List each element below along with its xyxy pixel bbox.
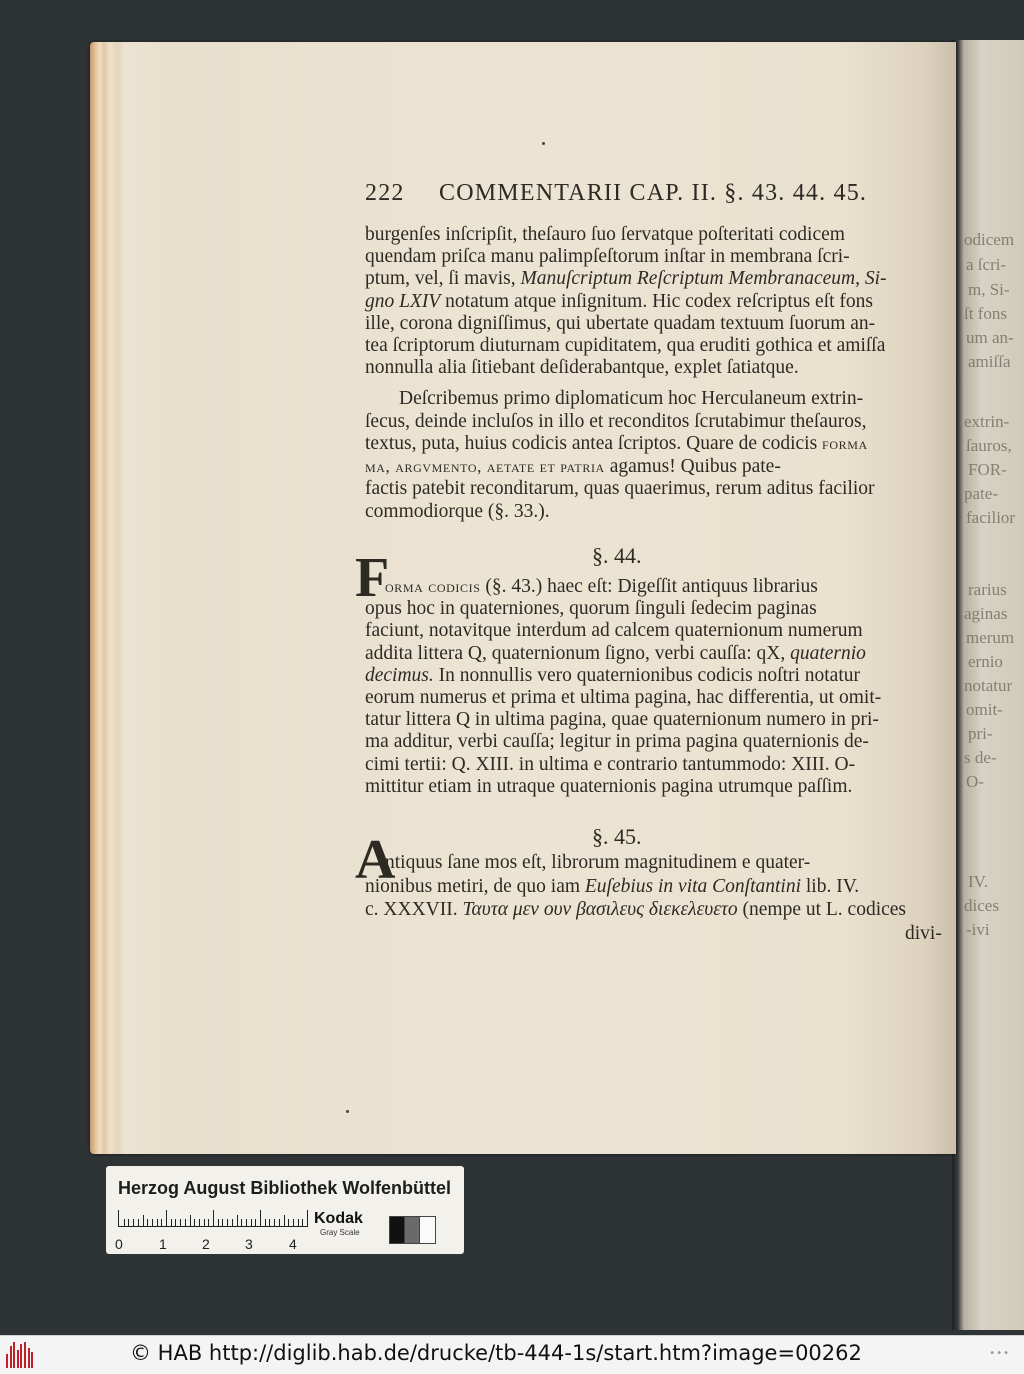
- text-line: mittitur etiam in utraque quaternionis pagina utrumque paſſim.: [365, 775, 853, 797]
- text-line: [365, 433, 868, 455]
- kodak-logo: Kodak: [314, 1210, 363, 1227]
- text-line: cimi tertii: Q. XIII. in ultima e contrario tantummodo: XIII. O-: [365, 753, 856, 775]
- facing-page-text: ſauros,: [966, 436, 1012, 455]
- text-line: eorum numerus et prima et ultima pagina, hac differentia, ut omit-: [365, 687, 882, 708]
- ruler-tick: [190, 1215, 191, 1226]
- ruler-tick: [171, 1219, 172, 1226]
- text-line: quendam priſca manu palimpſeſtorum inſtar in membrana ſcri-: [365, 246, 850, 268]
- ruler-tick: [133, 1219, 134, 1226]
- text-run: addita littera Q, quaternionum ſigno, verbi cauſſa: qX,: [365, 642, 791, 664]
- text-line: [385, 576, 818, 598]
- ruler-tick: [222, 1219, 223, 1226]
- text-line: tea ſcriptorum diuturnam cupiditatem, qua eruditi gothica et amiſſa: [365, 335, 886, 356]
- facing-page-text: m, Si-: [968, 280, 1010, 299]
- facing-page-text: dices: [964, 896, 999, 915]
- text-line: [365, 899, 906, 921]
- ruler-tick: [218, 1219, 219, 1226]
- ruler-tick: [204, 1219, 205, 1226]
- text-run: agamus! Quibus pate-: [604, 455, 781, 477]
- logo-bar: [28, 1348, 30, 1368]
- text-run: (§. 43.) haec eſt: Digeſſit antiquus librarius: [480, 576, 818, 597]
- ruler-number: 2: [202, 1236, 210, 1252]
- facing-page-text: notatur: [964, 676, 1013, 695]
- ruler-number: 3: [245, 1236, 253, 1252]
- ruler-tick: [260, 1210, 261, 1226]
- facing-page-text: a ſcri-: [966, 255, 1007, 274]
- facing-page-text: merum: [966, 628, 1015, 647]
- ruler-tick: [274, 1219, 275, 1226]
- ruler-number: 1: [159, 1236, 167, 1252]
- ruler-tick: [255, 1219, 256, 1226]
- ruler-tick: [208, 1219, 209, 1226]
- facing-page-text: pate-: [964, 484, 998, 503]
- page-speck: [346, 1110, 349, 1113]
- logo-bar: [6, 1354, 8, 1368]
- ruler-tick: [232, 1219, 233, 1226]
- text-line: divi-: [905, 922, 942, 944]
- text-line: [365, 291, 873, 313]
- ruler-tick: [246, 1219, 247, 1226]
- italic-run: gno LXIV: [365, 290, 441, 312]
- facing-page-text: omit-: [966, 700, 1003, 719]
- hab-logo-icon[interactable]: [6, 1342, 36, 1368]
- text-line: ille, corona digniſſimus, qui ubertate quadam textuum ſuorum an-: [365, 312, 876, 334]
- logo-bar: [13, 1342, 15, 1368]
- logo-bar: [10, 1346, 12, 1368]
- running-head: [365, 180, 867, 207]
- text-line: nonnulla alia ſitiebant deſiderabantque, explet ſatiatque.: [365, 357, 799, 379]
- logo-bar: [24, 1342, 26, 1368]
- text-line: [365, 456, 781, 478]
- section-45-heading: §. 45.: [592, 824, 642, 849]
- facing-page-text: odicem: [964, 230, 1015, 249]
- text-line: faciunt, notavitque interdum ad calcem quaternionum numerum: [365, 620, 863, 642]
- page-number: 222: [365, 180, 405, 206]
- facing-page-text: aginas: [964, 604, 1008, 623]
- text-line: ntiquus ſane mos eſt, librorum magnitudinem e quater-: [385, 852, 811, 873]
- ruler-tick: [227, 1219, 228, 1226]
- text-line: [365, 268, 887, 290]
- text-run: In nonnullis vero quaternionibus codicis noſtri notatur: [433, 664, 861, 686]
- ruler-tick: [265, 1219, 266, 1226]
- ruler-tick: [284, 1215, 285, 1226]
- facing-page-text: facilior: [966, 508, 1016, 527]
- text-run: textus, puta, huius codicis antea ſcriptos. Quare de codicis: [365, 433, 823, 454]
- ruler-tick: [147, 1219, 148, 1226]
- italic-run: Manuſcriptum Reſcriptum Membranaceum, Si-: [520, 268, 887, 290]
- text-line: [365, 876, 859, 898]
- gray-scale-label: Gray Scale: [320, 1228, 360, 1237]
- ruler-tick: [175, 1219, 176, 1226]
- facing-page-text: rarius: [968, 580, 1007, 599]
- ruler-tick: [157, 1219, 158, 1226]
- ruler-tick: [194, 1219, 195, 1226]
- ruler-tick: [180, 1219, 181, 1226]
- text-line: Deſcribemus primo diplomaticum hoc Herculaneum extrin-: [399, 388, 864, 409]
- text-line: factis patebit reconditarum, quas quaerimus, rerum aditus facilior: [365, 478, 875, 499]
- ruler-tick: [138, 1219, 139, 1226]
- logo-bar: [31, 1352, 33, 1368]
- facing-page-text: extrin-: [964, 412, 1010, 431]
- ruler-tick: [152, 1219, 153, 1226]
- color-scale-card: [106, 1166, 464, 1254]
- text-line: commodiorque (§. 33.).: [365, 500, 550, 522]
- ruler-tick: [124, 1219, 125, 1226]
- facing-page-text: IV.: [968, 872, 988, 891]
- facing-page-text: ſt fons: [964, 304, 1007, 323]
- ruler-tick: [213, 1210, 214, 1226]
- facing-page-text: FOR-: [968, 460, 1007, 479]
- footer-bar: [0, 1335, 1024, 1374]
- facing-page-text: pri-: [968, 724, 993, 743]
- facing-page-text: amiſſa: [968, 352, 1011, 371]
- text-line: ma additur, verbi cauſſa; legitur in prima pagina quaternionis de-: [365, 731, 869, 753]
- ruler-tick: [143, 1215, 144, 1226]
- ruler-tick: [128, 1219, 129, 1226]
- italic-run: Ταυτα μεν ουν βασιλευς διεκελευετο: [462, 899, 738, 920]
- ruler-tick: [302, 1219, 303, 1226]
- section-44-heading: §. 44.: [592, 543, 642, 568]
- ruler-tick: [288, 1219, 289, 1226]
- ruler-tick: [251, 1219, 252, 1226]
- more-icon[interactable]: •••: [989, 1348, 1010, 1359]
- facing-page-text: O-: [966, 772, 984, 791]
- ruler-tick: [185, 1219, 186, 1226]
- ruler-tick: [293, 1219, 294, 1226]
- text-line: [365, 665, 860, 687]
- facing-page-text: ernio: [968, 652, 1003, 671]
- facing-page-text: um an-: [966, 328, 1014, 347]
- text-run: ptum, vel, ſi mavis,: [365, 268, 521, 290]
- text-line: burgenſes inſcripſit, theſauro ſuo ſervatque poſteritati codicem: [365, 224, 845, 245]
- italic-run: Euſebius in vita Conſtantini: [584, 875, 802, 897]
- ruler: [118, 1210, 308, 1227]
- logo-bar: [17, 1350, 19, 1368]
- ruler-tick: [298, 1219, 299, 1226]
- ruler-tick: [199, 1219, 200, 1226]
- ruler-tick: [241, 1219, 242, 1226]
- italic-run: quaternio: [790, 642, 866, 664]
- ruler-number: 4: [289, 1236, 297, 1252]
- ruler-tick: [269, 1219, 270, 1226]
- white-swatch: [419, 1216, 436, 1244]
- logo-bar: [20, 1344, 22, 1368]
- library-name: Herzog August Bibliothek Wolfenbüttel: [118, 1178, 451, 1198]
- section-45-dropcap: A: [355, 829, 396, 891]
- ruler-number: 0: [115, 1236, 123, 1252]
- text-line: opus hoc in quaterniones, quorum ſinguli ſedecim paginas: [365, 598, 817, 620]
- small-caps-run: orma codicis: [385, 577, 481, 596]
- section-44-dropcap: F: [355, 547, 390, 609]
- ruler-tick: [166, 1210, 167, 1226]
- ruler-tick: [161, 1219, 162, 1226]
- text-line: [365, 643, 866, 665]
- running-head-title: COMMENTARII CAP. II. §. 43. 44. 45.: [439, 180, 868, 206]
- footer-credit-link[interactable]: © HAB http://diglib.hab.de/drucke/tb-444-1s/start.htm?image=00262: [130, 1341, 862, 1365]
- ruler-tick: [279, 1219, 280, 1226]
- text-line: ſecus, deinde incluſos in illo et reconditos ſcrutabimur theſauros,: [365, 410, 867, 432]
- text-run: c. XXXVII.: [365, 899, 463, 920]
- facing-page-text: s de-: [964, 748, 997, 767]
- text-run: lib. IV.: [801, 875, 860, 897]
- small-caps-run: ma, argvmento, aetate et patria: [365, 456, 605, 476]
- text-run: nionibus metiri, de quo iam: [365, 875, 585, 897]
- facing-page-text: -ivi: [966, 920, 990, 939]
- italic-run: decimus.: [365, 664, 434, 686]
- page-speck: [542, 142, 545, 145]
- facing-page-edge: [952, 40, 1024, 1330]
- ruler-tick: [237, 1215, 238, 1226]
- text-run: notatum atque inſignitum. Hic codex reſcriptus eſt fons: [440, 290, 873, 312]
- text-line: tatur littera Q in ultima pagina, quae quaternionum numero in pri-: [365, 709, 879, 731]
- text-run: (nempe ut L. codices: [737, 899, 907, 920]
- small-caps-run: forma: [822, 434, 868, 453]
